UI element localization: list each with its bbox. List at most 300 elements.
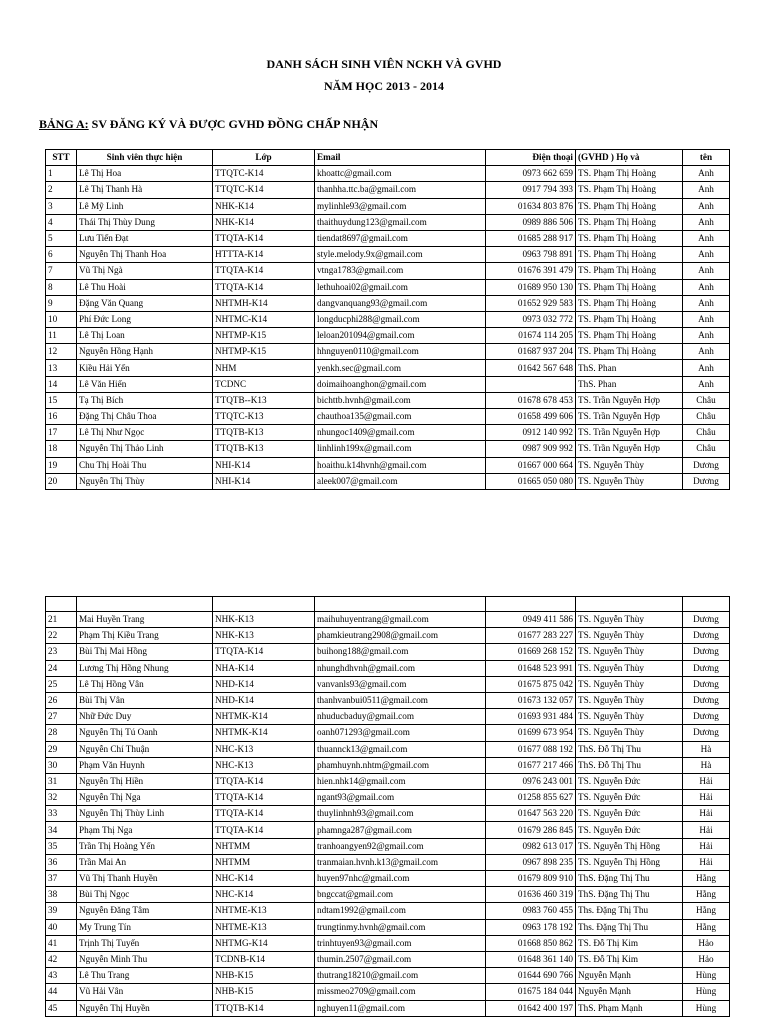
- email-cell: doimaihoanghon@gmail.com: [315, 376, 486, 392]
- class-cell: NHTME-K13: [213, 903, 315, 919]
- advisor-cell: TS. Phạm Thị Hoàng: [576, 182, 683, 198]
- student-name-cell: Bùi Thị Ngọc: [77, 887, 213, 903]
- advisor-given-name-cell: Hải: [683, 806, 730, 822]
- student-name-cell: Lê Văn Hiển: [77, 376, 213, 392]
- email-cell: chauthoa135@gmail.com: [315, 409, 486, 425]
- student-name-cell: My Trung Tín: [77, 919, 213, 935]
- phone-cell: 01678 678 453: [486, 392, 576, 408]
- table-row: [46, 628, 730, 644]
- advisor-given-name-cell: Dương: [683, 612, 730, 628]
- advisor-given-name-cell: Anh: [683, 360, 730, 376]
- class-cell: TTQTC-K14: [213, 166, 315, 182]
- email-cell: nhunghdhvnh@gmail.com: [315, 660, 486, 676]
- email-cell: bichttb.hvnh@gmail.com: [315, 392, 486, 408]
- phone-cell: 0963 798 891: [486, 247, 576, 263]
- stt-cell: 19: [46, 457, 77, 473]
- advisor-given-name-cell: Anh: [683, 182, 730, 198]
- advisor-cell: ThS. Phan: [576, 360, 683, 376]
- class-cell: NHD-K14: [213, 692, 315, 708]
- email-cell: ngant93@gmail.com: [315, 790, 486, 806]
- student-name-cell: Vũ Thị Thanh Huyền: [77, 871, 213, 887]
- student-name-cell: Thái Thị Thùy Dung: [77, 214, 213, 230]
- email-cell: maihuhuyentrang@gmail.com: [315, 612, 486, 628]
- advisor-given-name-cell: Hà: [683, 741, 730, 757]
- advisor-given-name-cell: Dương: [683, 457, 730, 473]
- blank-cell: [576, 597, 683, 612]
- advisor-cell: Ths. Đặng Thị Thu: [576, 919, 683, 935]
- document-subtitle: NĂM HỌC 2013 - 2014: [324, 79, 444, 93]
- header-given-name: tên: [683, 150, 730, 166]
- student-name-cell: Phạm Thị Kiều Trang: [77, 628, 213, 644]
- class-cell: TCDNC: [213, 376, 315, 392]
- student-name-cell: Nhữ Đức Duy: [77, 709, 213, 725]
- phone-cell: 01673 132 057: [486, 692, 576, 708]
- advisor-given-name-cell: Châu: [683, 441, 730, 457]
- email-cell: nhungoc1409@gmail.com: [315, 425, 486, 441]
- stt-cell: 13: [46, 360, 77, 376]
- class-cell: NHTMG-K14: [213, 935, 315, 951]
- student-name-cell: Vũ Thị Ngà: [77, 263, 213, 279]
- advisor-given-name-cell: Dương: [683, 692, 730, 708]
- advisor-given-name-cell: Anh: [683, 247, 730, 263]
- phone-cell: 01677 217 466: [486, 757, 576, 773]
- phone-cell: 0982 613 017: [486, 838, 576, 854]
- student-name-cell: Nguyễn Thị Tú Oanh: [77, 725, 213, 741]
- class-cell: TTQTA-K14: [213, 230, 315, 246]
- advisor-cell: Ths. Đặng Thị Thu: [576, 903, 683, 919]
- student-name-cell: Lê Mỹ Linh: [77, 198, 213, 214]
- stt-cell: 40: [46, 919, 77, 935]
- advisor-given-name-cell: Hùng: [683, 984, 730, 1000]
- table-row: [46, 919, 730, 935]
- advisor-cell: TS. Trần Nguyễn Hợp: [576, 425, 683, 441]
- class-cell: NHM: [213, 360, 315, 376]
- student-name-cell: Trần Thị Hoàng Yến: [77, 838, 213, 854]
- class-cell: NHI-K14: [213, 473, 315, 489]
- advisor-cell: TS. Phạm Thị Hoàng: [576, 166, 683, 182]
- student-name-cell: Đặng Văn Quang: [77, 295, 213, 311]
- phone-cell: 0912 140 992: [486, 425, 576, 441]
- stt-cell: 31: [46, 773, 77, 789]
- student-name-cell: Lê Thị Hoa: [77, 166, 213, 182]
- student-name-cell: Lê Thị Thanh Hà: [77, 182, 213, 198]
- stt-cell: 25: [46, 676, 77, 692]
- student-name-cell: Phí Đức Long: [77, 311, 213, 327]
- table-row: [46, 311, 730, 327]
- phone-cell: 01689 950 130: [486, 279, 576, 295]
- email-cell: trinhtuyen93@gmail.com: [315, 935, 486, 951]
- stt-cell: 28: [46, 725, 77, 741]
- table-row: [46, 214, 730, 230]
- table-row: [46, 328, 730, 344]
- student-name-cell: Đặng Thị Châu Thoa: [77, 409, 213, 425]
- stt-cell: 39: [46, 903, 77, 919]
- table-row: [46, 247, 730, 263]
- student-name-cell: Nguyễn Đăng Tâm: [77, 903, 213, 919]
- student-name-cell: Trịnh Thị Tuyến: [77, 935, 213, 951]
- stt-cell: 18: [46, 441, 77, 457]
- table-row: [46, 376, 730, 392]
- email-cell: leloan201094@gmail.com: [315, 328, 486, 344]
- class-cell: NHC-K14: [213, 871, 315, 887]
- class-cell: NHTMM: [213, 838, 315, 854]
- advisor-cell: TS. Phạm Thị Hoàng: [576, 279, 683, 295]
- email-cell: ndtam1992@gmail.com: [315, 903, 486, 919]
- class-cell: NHA-K14: [213, 660, 315, 676]
- email-cell: nhuducbaduy@gmail.com: [315, 709, 486, 725]
- student-name-cell: Nguyễn Thị Thùy Linh: [77, 806, 213, 822]
- phone-cell: 01634 803 876: [486, 198, 576, 214]
- advisor-given-name-cell: Hải: [683, 854, 730, 870]
- advisor-cell: TS. Trần Nguyễn Hợp: [576, 441, 683, 457]
- table-header-row: [46, 150, 730, 166]
- header-stt: STT: [46, 150, 77, 166]
- phone-cell: 01648 523 991: [486, 660, 576, 676]
- stt-cell: 8: [46, 279, 77, 295]
- table-row: [46, 709, 730, 725]
- advisor-cell: TS. Đỗ Thị Kim: [576, 935, 683, 951]
- advisor-cell: TS. Nguyễn Đức: [576, 806, 683, 822]
- table-row: [46, 741, 730, 757]
- email-cell: phamkieutrang2908@gmail.com: [315, 628, 486, 644]
- phone-cell: 01679 286 845: [486, 822, 576, 838]
- phone-cell: 01258 855 627: [486, 790, 576, 806]
- advisor-given-name-cell: Hùng: [683, 968, 730, 984]
- class-cell: NHK-K13: [213, 628, 315, 644]
- table-row: [46, 854, 730, 870]
- student-name-cell: Tạ Thị Bích: [77, 392, 213, 408]
- class-cell: TTQTA-K14: [213, 773, 315, 789]
- advisor-cell: TS. Nguyễn Thùy: [576, 628, 683, 644]
- class-cell: NHC-K13: [213, 757, 315, 773]
- blank-cell: [486, 597, 576, 612]
- phone-cell: 01665 050 080: [486, 473, 576, 489]
- class-cell: TCDNB-K14: [213, 951, 315, 967]
- student-name-cell: Lưu Tiến Đạt: [77, 230, 213, 246]
- stt-cell: 16: [46, 409, 77, 425]
- table-row: [46, 198, 730, 214]
- table-row: [46, 887, 730, 903]
- phone-cell: 0963 178 192: [486, 919, 576, 935]
- advisor-cell: TS. Phạm Thị Hoàng: [576, 344, 683, 360]
- table-row: [46, 612, 730, 628]
- table-row: [46, 692, 730, 708]
- blank-cell: [46, 597, 77, 612]
- class-cell: NHK-K13: [213, 612, 315, 628]
- class-cell: NHTMC-K14: [213, 311, 315, 327]
- table-row: [46, 984, 730, 1000]
- email-cell: nghuyen11@gmail.com: [315, 1000, 486, 1016]
- header-name: Sinh viên thực hiện: [77, 150, 213, 166]
- stt-cell: 32: [46, 790, 77, 806]
- section-heading: [39, 117, 378, 132]
- student-name-cell: Lương Thị Hồng Nhung: [77, 660, 213, 676]
- email-cell: style.melody.9x@gmail.com: [315, 247, 486, 263]
- class-cell: TTQTB-K13: [213, 425, 315, 441]
- advisor-given-name-cell: Anh: [683, 311, 730, 327]
- class-cell: NHK-K14: [213, 198, 315, 214]
- stt-cell: 21: [46, 612, 77, 628]
- advisor-cell: TS. Nguyễn Thị Hồng: [576, 854, 683, 870]
- advisor-cell: TS. Phạm Thị Hoàng: [576, 328, 683, 344]
- email-cell: thuylinhnh93@gmail.com: [315, 806, 486, 822]
- advisor-cell: TS. Nguyễn Đức: [576, 790, 683, 806]
- advisor-given-name-cell: Hải: [683, 773, 730, 789]
- advisor-cell: TS. Phạm Thị Hoàng: [576, 311, 683, 327]
- email-cell: hhnguyen0110@gmail.com: [315, 344, 486, 360]
- phone-cell: 01668 850 862: [486, 935, 576, 951]
- advisor-given-name-cell: Anh: [683, 328, 730, 344]
- blank-cell: [213, 597, 315, 612]
- student-name-cell: Lê Thu Hoài: [77, 279, 213, 295]
- phone-cell: 0973 032 772: [486, 311, 576, 327]
- student-table-part-1: [45, 149, 730, 490]
- advisor-given-name-cell: Dương: [683, 725, 730, 741]
- class-cell: TTQTA-K14: [213, 790, 315, 806]
- advisor-given-name-cell: Anh: [683, 376, 730, 392]
- phone-cell: 01652 929 583: [486, 295, 576, 311]
- student-name-cell: Nguyễn Hồng Hạnh: [77, 344, 213, 360]
- class-cell: NHTME-K13: [213, 919, 315, 935]
- advisor-cell: TS. Nguyễn Thùy: [576, 725, 683, 741]
- advisor-given-name-cell: Dương: [683, 660, 730, 676]
- advisor-given-name-cell: Hằng: [683, 871, 730, 887]
- stt-cell: 38: [46, 887, 77, 903]
- class-cell: TTQTB--K13: [213, 392, 315, 408]
- email-cell: aleek007@gmail.com: [315, 473, 486, 489]
- phone-cell: 01677 088 192: [486, 741, 576, 757]
- class-cell: TTQTC-K13: [213, 409, 315, 425]
- stt-cell: 15: [46, 392, 77, 408]
- advisor-given-name-cell: Anh: [683, 166, 730, 182]
- stt-cell: 43: [46, 968, 77, 984]
- advisor-cell: TS. Phạm Thị Hoàng: [576, 247, 683, 263]
- advisor-given-name-cell: Hải: [683, 822, 730, 838]
- email-cell: thanhha.ttc.ba@gmail.com: [315, 182, 486, 198]
- advisor-given-name-cell: Hùng: [683, 1000, 730, 1016]
- table-row: [46, 790, 730, 806]
- student-name-cell: Phạm Văn Huynh: [77, 757, 213, 773]
- table-row: [46, 182, 730, 198]
- stt-cell: 9: [46, 295, 77, 311]
- advisor-given-name-cell: Hải: [683, 790, 730, 806]
- blank-cell: [315, 597, 486, 612]
- blank-cell: [683, 597, 730, 612]
- email-cell: phamhuynh.nhtm@gmail.com: [315, 757, 486, 773]
- phone-cell: 01644 690 766: [486, 968, 576, 984]
- advisor-cell: ThS. Phan: [576, 376, 683, 392]
- header-phone: Điện thoại: [486, 150, 576, 166]
- table-row: [46, 773, 730, 789]
- advisor-given-name-cell: Dương: [683, 628, 730, 644]
- email-cell: missmeo2709@gmail.com: [315, 984, 486, 1000]
- class-cell: TTQTA-K14: [213, 822, 315, 838]
- class-cell: NHTMK-K14: [213, 709, 315, 725]
- email-cell: thumin.2507@gmail.com: [315, 951, 486, 967]
- table-row: [46, 295, 730, 311]
- stt-cell: 42: [46, 951, 77, 967]
- phone-cell: 0917 794 393: [486, 182, 576, 198]
- student-name-cell: Bùi Thị Mai Hồng: [77, 644, 213, 660]
- stt-cell: 33: [46, 806, 77, 822]
- advisor-cell: TS. Trần Nguyễn Hợp: [576, 392, 683, 408]
- stt-cell: 14: [46, 376, 77, 392]
- advisor-cell: TS. Nguyễn Thùy: [576, 676, 683, 692]
- table-row: [46, 660, 730, 676]
- advisor-cell: ThS. Phạm Mạnh: [576, 1000, 683, 1016]
- advisor-cell: ThS. Đỗ Thị Thu: [576, 757, 683, 773]
- advisor-given-name-cell: Anh: [683, 344, 730, 360]
- stt-cell: 44: [46, 984, 77, 1000]
- table-row: [46, 425, 730, 441]
- advisor-given-name-cell: Anh: [683, 230, 730, 246]
- stt-cell: 7: [46, 263, 77, 279]
- phone-cell: [486, 376, 576, 392]
- email-cell: trungtinmy.hvnh@gmail.com: [315, 919, 486, 935]
- advisor-cell: TS. Nguyễn Thị Hồng: [576, 838, 683, 854]
- email-cell: thanhvanbui0511@gmail.com: [315, 692, 486, 708]
- stt-cell: 3: [46, 198, 77, 214]
- student-name-cell: Phạm Thị Nga: [77, 822, 213, 838]
- stt-cell: 23: [46, 644, 77, 660]
- section-label: BẢNG A:: [39, 117, 89, 131]
- student-name-cell: Lê Thị Loan: [77, 328, 213, 344]
- stt-cell: 45: [46, 1000, 77, 1016]
- phone-cell: 01679 809 910: [486, 871, 576, 887]
- advisor-cell: TS. Nguyễn Đức: [576, 822, 683, 838]
- advisor-cell: TS. Phạm Thị Hoàng: [576, 263, 683, 279]
- stt-cell: 24: [46, 660, 77, 676]
- stt-cell: 36: [46, 854, 77, 870]
- advisor-given-name-cell: Anh: [683, 198, 730, 214]
- class-cell: NHC-K13: [213, 741, 315, 757]
- phone-cell: 01674 114 205: [486, 328, 576, 344]
- advisor-given-name-cell: Anh: [683, 263, 730, 279]
- class-cell: TTQTA-K14: [213, 806, 315, 822]
- email-cell: dangvanquang93@gmail.com: [315, 295, 486, 311]
- stt-cell: 29: [46, 741, 77, 757]
- table-row: [46, 473, 730, 489]
- stt-cell: 34: [46, 822, 77, 838]
- table-row: [46, 935, 730, 951]
- student-name-cell: Nguyễn Thị Nga: [77, 790, 213, 806]
- phone-cell: 01675 875 042: [486, 676, 576, 692]
- advisor-cell: TS. Nguyễn Thùy: [576, 644, 683, 660]
- stt-cell: 6: [46, 247, 77, 263]
- advisor-given-name-cell: Hằng: [683, 919, 730, 935]
- phone-cell: 01676 391 479: [486, 263, 576, 279]
- email-cell: buihong188@gmail.com: [315, 644, 486, 660]
- advisor-cell: Nguyễn Mạnh: [576, 968, 683, 984]
- email-cell: hien.nhk14@gmail.com: [315, 773, 486, 789]
- advisor-given-name-cell: Hằng: [683, 887, 730, 903]
- class-cell: NHTMP-K15: [213, 328, 315, 344]
- phone-cell: 0989 886 506: [486, 214, 576, 230]
- phone-cell: 01648 361 140: [486, 951, 576, 967]
- table-row: [46, 644, 730, 660]
- advisor-given-name-cell: Hảo: [683, 951, 730, 967]
- phone-cell: 01636 460 319: [486, 887, 576, 903]
- phone-cell: 01647 563 220: [486, 806, 576, 822]
- stt-cell: 1: [46, 166, 77, 182]
- table-row: [46, 725, 730, 741]
- advisor-cell: TS. Phạm Thị Hoàng: [576, 230, 683, 246]
- stt-cell: 30: [46, 757, 77, 773]
- student-name-cell: Nguyễn Thị Thảo Linh: [77, 441, 213, 457]
- class-cell: TTQTC-K14: [213, 182, 315, 198]
- phone-cell: 01642 400 197: [486, 1000, 576, 1016]
- student-name-cell: Lê Thị Như Ngọc: [77, 425, 213, 441]
- stt-cell: 10: [46, 311, 77, 327]
- table-row: [46, 166, 730, 182]
- phone-cell: 0949 411 586: [486, 612, 576, 628]
- email-cell: vtnga1783@gmail.com: [315, 263, 486, 279]
- email-cell: oanh071293@gmail.com: [315, 725, 486, 741]
- phone-cell: 01687 937 204: [486, 344, 576, 360]
- advisor-cell: TS. Phạm Thị Hoàng: [576, 198, 683, 214]
- email-cell: bngccat@gmail.com: [315, 887, 486, 903]
- table-row: [46, 951, 730, 967]
- advisor-given-name-cell: Dương: [683, 473, 730, 489]
- stt-cell: 2: [46, 182, 77, 198]
- table-row: [46, 230, 730, 246]
- table-row: [46, 263, 730, 279]
- email-cell: tranmaian.hvnh.k13@gmail.com: [315, 854, 486, 870]
- advisor-cell: TS. Nguyễn Thùy: [576, 473, 683, 489]
- table-row: [46, 806, 730, 822]
- header-email: Email: [315, 150, 486, 166]
- stt-cell: 22: [46, 628, 77, 644]
- student-name-cell: Nguyễn Minh Thu: [77, 951, 213, 967]
- advisor-cell: TS. Nguyễn Thùy: [576, 660, 683, 676]
- table-row: [46, 838, 730, 854]
- table-row: [46, 757, 730, 773]
- class-cell: TTQTB-K14: [213, 1000, 315, 1016]
- advisor-cell: TS. Phạm Thị Hoàng: [576, 214, 683, 230]
- student-name-cell: Trần Mai An: [77, 854, 213, 870]
- stt-cell: 11: [46, 328, 77, 344]
- phone-cell: 0967 898 235: [486, 854, 576, 870]
- email-cell: vanvanls93@gmail.com: [315, 676, 486, 692]
- student-name-cell: Kiều Hải Yến: [77, 360, 213, 376]
- header-advisor: (GVHD ) Họ và: [576, 150, 683, 166]
- stt-cell: 26: [46, 692, 77, 708]
- advisor-given-name-cell: Hải: [683, 838, 730, 854]
- stt-cell: 12: [46, 344, 77, 360]
- advisor-given-name-cell: Hằng: [683, 903, 730, 919]
- header-class: Lớp: [213, 150, 315, 166]
- class-cell: NHTMP-K15: [213, 344, 315, 360]
- advisor-cell: TS. Phạm Thị Hoàng: [576, 295, 683, 311]
- phone-cell: 01658 499 606: [486, 409, 576, 425]
- student-name-cell: Chu Thị Hoài Thu: [77, 457, 213, 473]
- email-cell: yenkh.sec@gmail.com: [315, 360, 486, 376]
- advisor-cell: Nguyễn Mạnh: [576, 984, 683, 1000]
- advisor-given-name-cell: Anh: [683, 214, 730, 230]
- advisor-cell: TS. Nguyễn Thùy: [576, 709, 683, 725]
- advisor-cell: TS. Nguyễn Thùy: [576, 692, 683, 708]
- table-row: [46, 1000, 730, 1016]
- class-cell: NHTMM: [213, 854, 315, 870]
- table-row: [46, 360, 730, 376]
- phone-cell: 0973 662 659: [486, 166, 576, 182]
- phone-cell: 01669 268 152: [486, 644, 576, 660]
- email-cell: tranhoangyen92@gmail.com: [315, 838, 486, 854]
- table-row: [46, 676, 730, 692]
- advisor-cell: TS. Nguyễn Đức: [576, 773, 683, 789]
- table-row: [46, 392, 730, 408]
- advisor-given-name-cell: Dương: [683, 644, 730, 660]
